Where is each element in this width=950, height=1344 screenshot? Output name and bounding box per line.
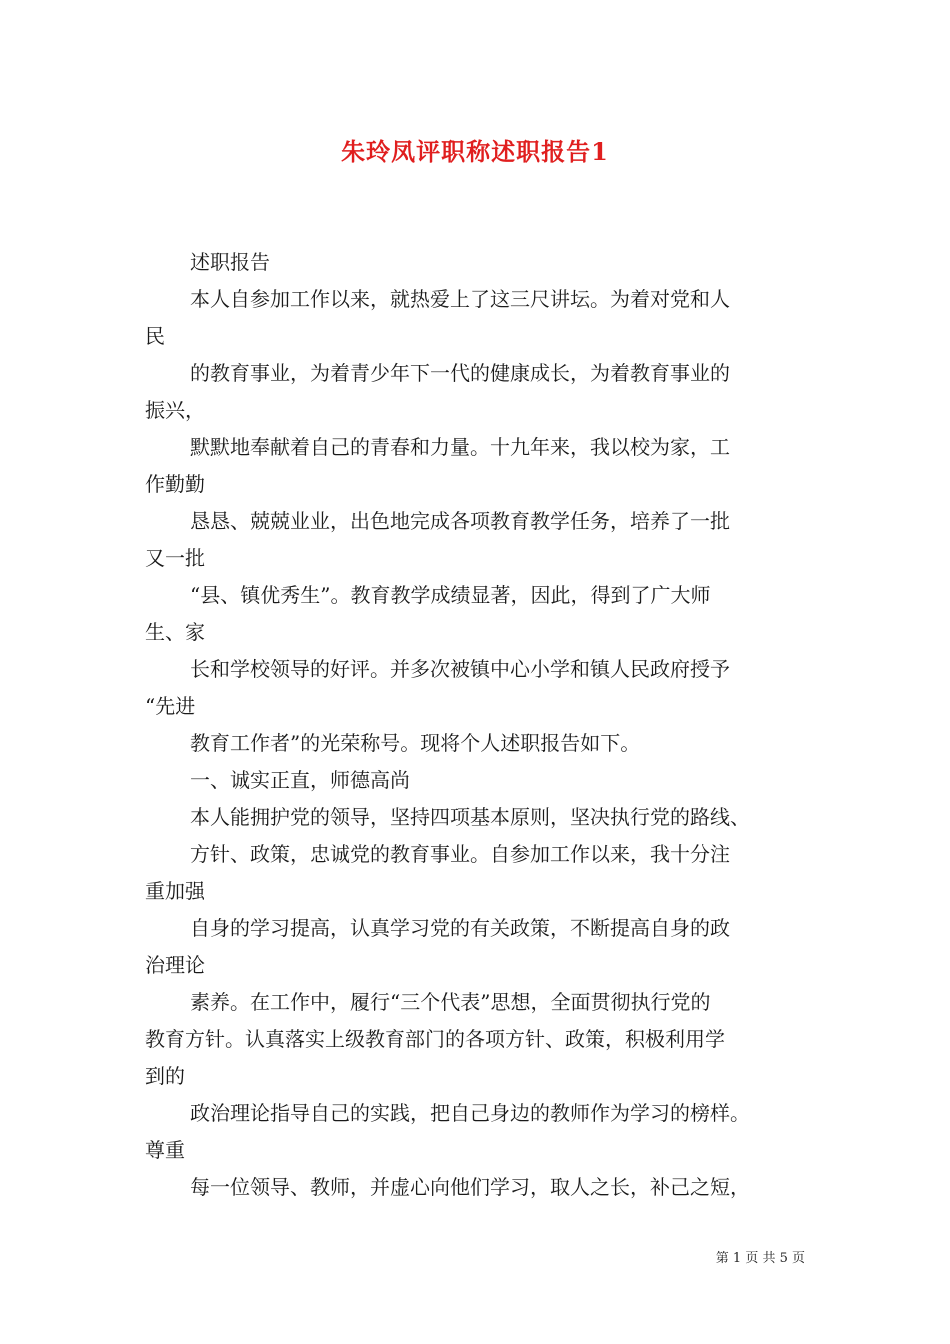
- body-line: 教育方针。认真落实上级教育部门的各项方针、政策，积极利用学: [145, 1027, 725, 1051]
- body-line: 述职报告: [190, 250, 270, 274]
- body-line: 教育工作者”的光荣称号。现将个人述职报告如下。: [190, 731, 641, 755]
- body-line: 重加强: [145, 879, 205, 903]
- body-line: “县、镇优秀生”。教育教学成绩显著，因此，得到了广大师: [190, 583, 711, 607]
- body-line: 恳恳、兢兢业业，出色地完成各项教育教学任务，培养了一批: [190, 509, 730, 533]
- body-line: 长和学校领导的好评。并多次被镇中心小学和镇人民政府授予: [190, 657, 730, 681]
- body-line: 素养。在工作中，履行“三个代表”思想，全面贯彻执行党的: [190, 990, 711, 1014]
- body-line: “先进: [145, 694, 196, 718]
- document-title: 朱玲凤评职称述职报告1: [341, 137, 609, 166]
- body-line: 本人自参加工作以来，就热爱上了这三尺讲坛。为着对党和人: [190, 287, 730, 311]
- body-line: 又一批: [145, 546, 205, 570]
- section-heading: 一、诚实正直，师德高尚: [190, 768, 410, 792]
- document-body: [145, 244, 815, 1206]
- body-line: 每一位领导、教师，并虚心向他们学习，取人之长，补己之短，: [190, 1175, 750, 1199]
- body-line: 生、家: [145, 620, 205, 644]
- body-line: 到的: [145, 1064, 185, 1088]
- body-line: 作勤勤: [145, 472, 205, 496]
- body-line: 政治理论指导自己的实践，把自己身边的教师作为学习的榜样。: [190, 1101, 750, 1125]
- body-line: 民: [145, 324, 165, 348]
- body-line: 默默地奉献着自己的青春和力量。十九年来，我以校为家，工: [190, 435, 730, 459]
- body-line: 的教育事业，为着青少年下一代的健康成长，为着教育事业的: [190, 361, 730, 385]
- body-line: 方针、政策，忠诚党的教育事业。自参加工作以来，我十分注: [190, 842, 730, 866]
- body-line: 自身的学习提高，认真学习党的有关政策，不断提高自身的政: [190, 916, 730, 940]
- body-line: 尊重: [145, 1138, 185, 1162]
- body-line: 本人能拥护党的领导，坚持四项基本原则，坚决执行党的路线、: [190, 805, 750, 829]
- body-line: 治理论: [145, 953, 205, 977]
- body-line: 振兴，: [145, 398, 205, 422]
- page-number: 第 1 页 共 5 页: [715, 1251, 805, 1266]
